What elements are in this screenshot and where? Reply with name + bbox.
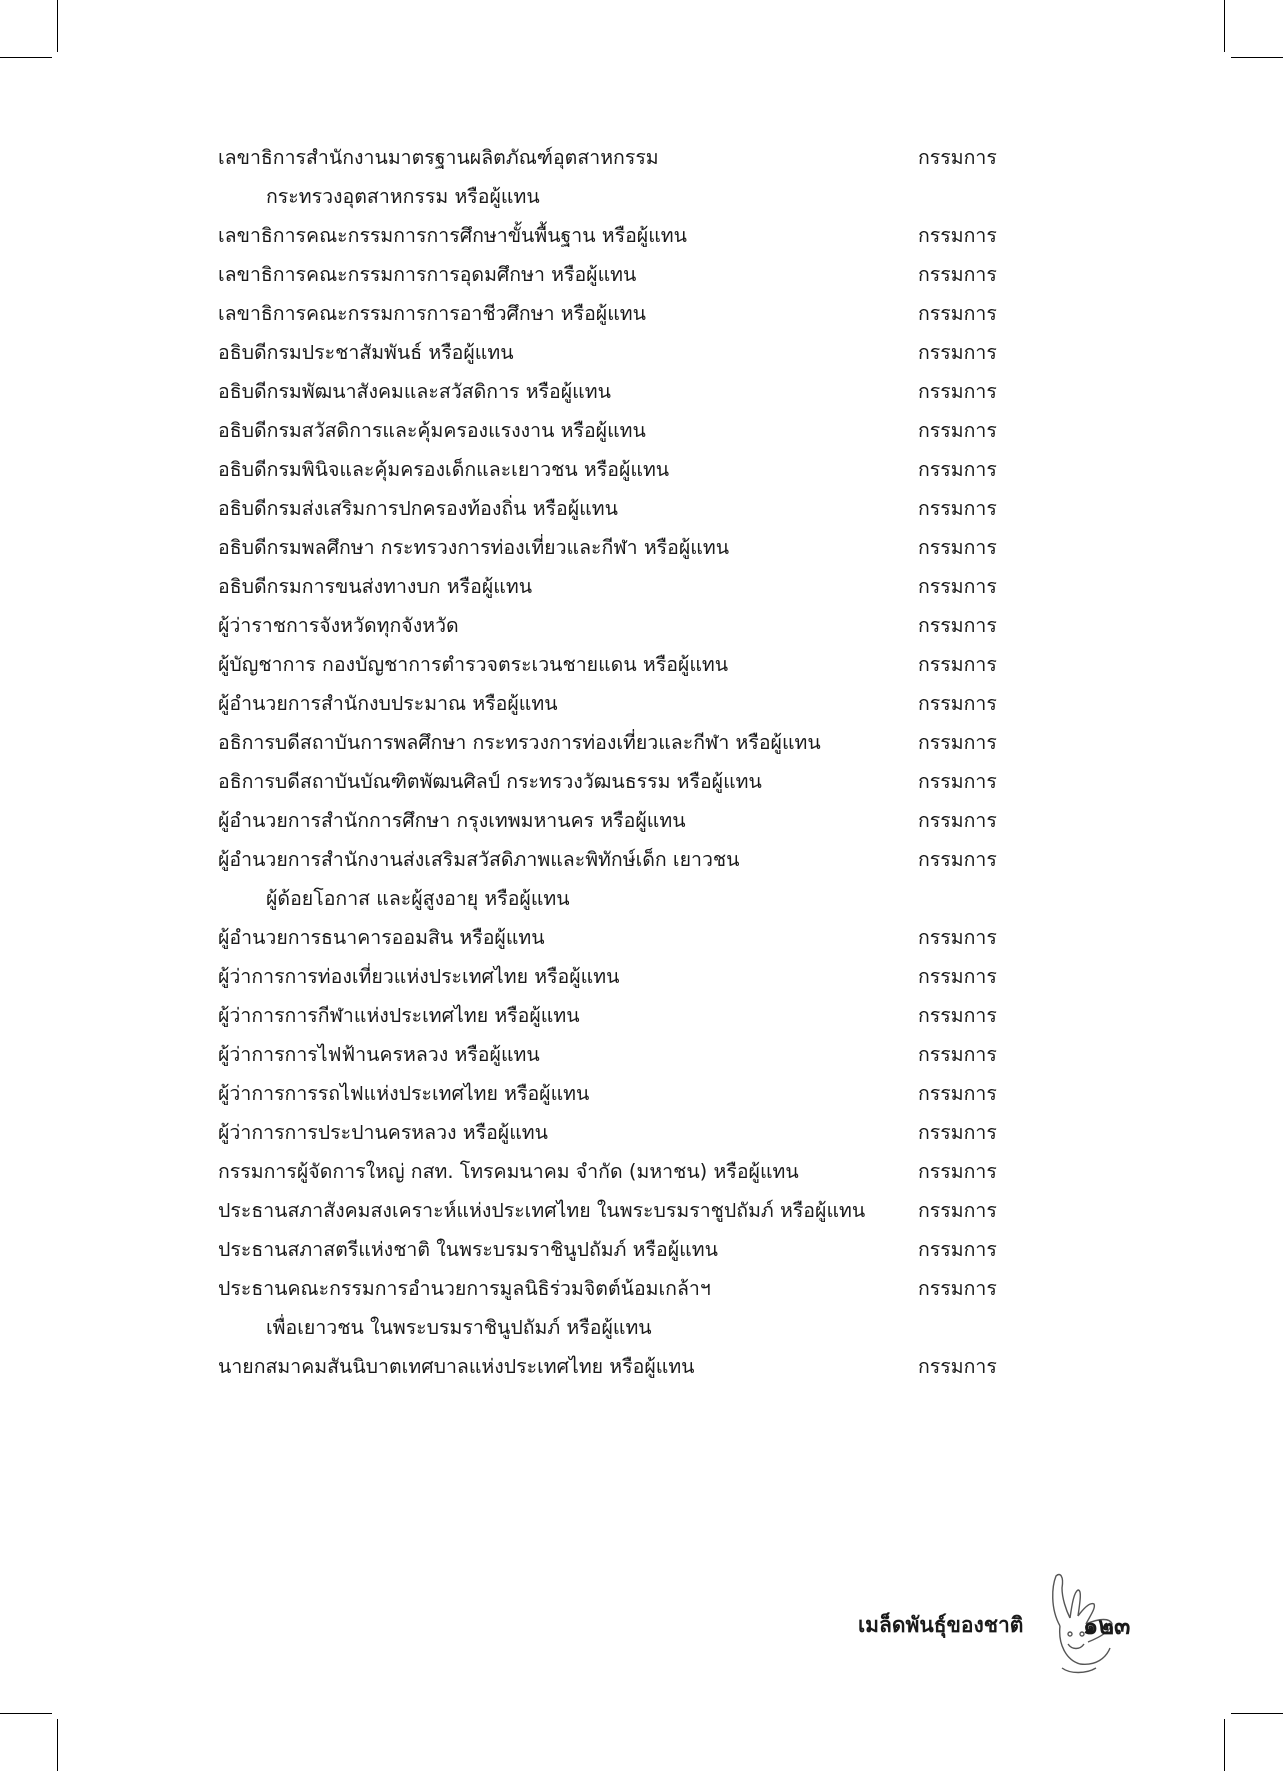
member-role: กรรมการ — [918, 809, 997, 832]
committee-member-row — [218, 263, 1008, 302]
committee-member-row — [218, 1355, 1008, 1394]
member-role: กรรมการ — [918, 1043, 997, 1066]
member-role: กรรมการ — [918, 536, 997, 559]
member-role: กรรมการ — [918, 1238, 997, 1261]
member-title: นายกสมาคมสันนิบาตเทศบาลแห่งประเทศไทย หรือผู้แทน — [218, 1355, 695, 1378]
member-role: กรรมการ — [918, 1160, 997, 1183]
committee-member-row — [218, 302, 1008, 341]
member-role: กรรมการ — [918, 146, 997, 169]
committee-member-row — [218, 146, 1008, 185]
member-title: กรรมการผู้จัดการใหญ่ กสท. โทรคมนาคม จำกัด (มหาชน) หรือผู้แทน — [218, 1160, 799, 1183]
member-title: ประธานคณะกรรมการอำนวยการมูลนิธิร่วมจิตต์น้อมเกล้าฯ — [218, 1277, 711, 1300]
committee-member-row — [218, 575, 1008, 614]
member-title: เลขาธิการสำนักงานมาตรฐานผลิตภัณฑ์อุตสาหกรรม — [218, 146, 659, 169]
member-role: กรรมการ — [918, 1355, 997, 1378]
committee-member-row — [218, 1277, 1008, 1316]
member-role: กรรมการ — [918, 419, 997, 442]
member-role: กรรมการ — [918, 1082, 997, 1105]
member-role: กรรมการ — [918, 341, 997, 364]
member-title: อธิบดีกรมประชาสัมพันธ์ หรือผู้แทน — [218, 341, 514, 364]
committee-member-row — [218, 614, 1008, 653]
member-title: ผู้ว่าราชการจังหวัดทุกจังหวัด — [218, 614, 459, 637]
member-role: กรรมการ — [918, 965, 997, 988]
member-role: กรรมการ — [918, 692, 997, 715]
member-role: กรรมการ — [918, 1121, 997, 1144]
member-title: ผู้อำนวยการสำนักงานส่งเสริมสวัสดิภาพและพิทักษ์เด็ก เยาวชน — [218, 848, 740, 871]
member-role: กรรมการ — [918, 497, 997, 520]
committee-member-row — [218, 1121, 1008, 1160]
member-title: อธิบดีกรมการขนส่งทางบก หรือผู้แทน — [218, 575, 533, 598]
member-role: กรรมการ — [918, 458, 997, 481]
member-role: กรรมการ — [918, 1199, 997, 1222]
committee-member-row — [218, 185, 1008, 224]
committee-member-row — [218, 224, 1008, 263]
crop-mark — [0, 57, 52, 58]
member-title: เลขาธิการคณะกรรมการการอาชีวศึกษา หรือผู้แทน — [218, 302, 646, 325]
committee-member-row — [218, 926, 1008, 965]
committee-member-row — [218, 770, 1008, 809]
committee-member-row — [218, 1316, 1008, 1355]
committee-member-row — [218, 1004, 1008, 1043]
member-role: กรรมการ — [918, 1004, 997, 1027]
member-role: กรรมการ — [918, 731, 997, 754]
member-title: ผู้อำนวยการสำนักงบประมาณ หรือผู้แทน — [218, 692, 558, 715]
committee-member-row — [218, 458, 1008, 497]
member-role: กรรมการ — [918, 926, 997, 949]
member-title: ผู้ว่าการการกีฬาแห่งประเทศไทย หรือผู้แทน — [218, 1004, 580, 1027]
crop-mark — [57, 0, 58, 52]
page-number: ๑๒๓ — [1083, 1612, 1131, 1640]
member-title: อธิการบดีสถาบันบัณฑิตพัฒนศิลป์ กระทรวงวัฒนธรรม หรือผู้แทน — [218, 770, 762, 793]
crop-mark — [1231, 1713, 1283, 1714]
member-title: ประธานสภาสตรีแห่งชาติ ในพระบรมราชินูปถัมภ์ หรือผู้แทน — [218, 1238, 718, 1261]
member-role: กรรมการ — [918, 302, 997, 325]
committee-member-row — [218, 692, 1008, 731]
crop-mark — [1224, 1719, 1225, 1771]
crop-mark — [0, 1713, 52, 1714]
member-title: ผู้อำนวยการธนาคารออมสิน หรือผู้แทน — [218, 926, 545, 949]
member-title: อธิบดีกรมพัฒนาสังคมและสวัสดิการ หรือผู้แทน — [218, 380, 611, 403]
committee-member-row — [218, 1160, 1008, 1199]
committee-member-row — [218, 536, 1008, 575]
member-title: เพื่อเยาวชน ในพระบรมราชินูปถัมภ์ หรือผู้แทน — [266, 1316, 652, 1339]
member-title: ผู้ว่าการการไฟฟ้านครหลวง หรือผู้แทน — [218, 1043, 540, 1066]
committee-member-row — [218, 848, 1008, 887]
committee-member-row — [218, 380, 1008, 419]
member-title: ประธานสภาสังคมสงเคราะห์แห่งประเทศไทย ในพระบรมราชูปถัมภ์ หรือผู้แทน — [218, 1199, 866, 1222]
committee-member-list — [218, 146, 1008, 1394]
crop-mark — [57, 1719, 58, 1771]
committee-member-row — [218, 1043, 1008, 1082]
member-role: กรรมการ — [918, 1277, 997, 1300]
member-title: อธิบดีกรมพินิจและคุ้มครองเด็กและเยาวชน หรือผู้แทน — [218, 458, 670, 481]
committee-member-row — [218, 1082, 1008, 1121]
member-title: อธิบดีกรมสวัสดิการและคุ้มครองแรงงาน หรือผู้แทน — [218, 419, 646, 442]
member-title: ผู้ว่าการการรถไฟแห่งประเทศไทย หรือผู้แทน — [218, 1082, 590, 1105]
committee-member-row — [218, 341, 1008, 380]
committee-member-row — [218, 965, 1008, 1004]
member-title: ผู้ว่าการการท่องเที่ยวแห่งประเทศไทย หรือผู้แทน — [218, 965, 620, 988]
footer-book-title: เมล็ดพันธุ์ของชาติ — [858, 1613, 1024, 1637]
member-title: ผู้บัญชาการ กองบัญชาการตำรวจตระเวนชายแดน หรือผู้แทน — [218, 653, 729, 676]
member-role: กรรมการ — [918, 770, 997, 793]
member-title: ผู้ว่าการการประปานครหลวง หรือผู้แทน — [218, 1121, 548, 1144]
committee-member-row — [218, 1238, 1008, 1277]
member-title: เลขาธิการคณะกรรมการการอุดมศึกษา หรือผู้แทน — [218, 263, 637, 286]
member-role: กรรมการ — [918, 653, 997, 676]
committee-member-row — [218, 887, 1008, 926]
member-role: กรรมการ — [918, 614, 997, 637]
crop-mark — [1224, 0, 1225, 52]
member-title: กระทรวงอุตสาหกรรม หรือผู้แทน — [266, 185, 540, 208]
member-title: อธิบดีกรมส่งเสริมการปกครองท้องถิ่น หรือผู้แทน — [218, 497, 618, 520]
member-role: กรรมการ — [918, 575, 997, 598]
member-title: เลขาธิการคณะกรรมการการศึกษาขั้นพื้นฐาน หรือผู้แทน — [218, 224, 687, 247]
member-title: อธิบดีกรมพลศึกษา กระทรวงการท่องเที่ยวและกีฬา หรือผู้แทน — [218, 536, 730, 559]
crop-mark — [1231, 57, 1283, 58]
member-role: กรรมการ — [918, 224, 997, 247]
committee-member-row — [218, 497, 1008, 536]
member-role: กรรมการ — [918, 380, 997, 403]
committee-member-row — [218, 653, 1008, 692]
member-title: อธิการบดีสถาบันการพลศึกษา กระทรวงการท่องเที่ยวและกีฬา หรือผู้แทน — [218, 731, 821, 754]
committee-member-row — [218, 419, 1008, 458]
member-title: ผู้ด้อยโอกาส และผู้สูงอายุ หรือผู้แทน — [266, 887, 570, 910]
committee-member-row — [218, 731, 1008, 770]
committee-member-row — [218, 809, 1008, 848]
member-role: กรรมการ — [918, 263, 997, 286]
committee-member-row — [218, 1199, 1008, 1238]
member-role: กรรมการ — [918, 848, 997, 871]
member-title: ผู้อำนวยการสำนักการศึกษา กรุงเทพมหานคร หรือผู้แทน — [218, 809, 686, 832]
